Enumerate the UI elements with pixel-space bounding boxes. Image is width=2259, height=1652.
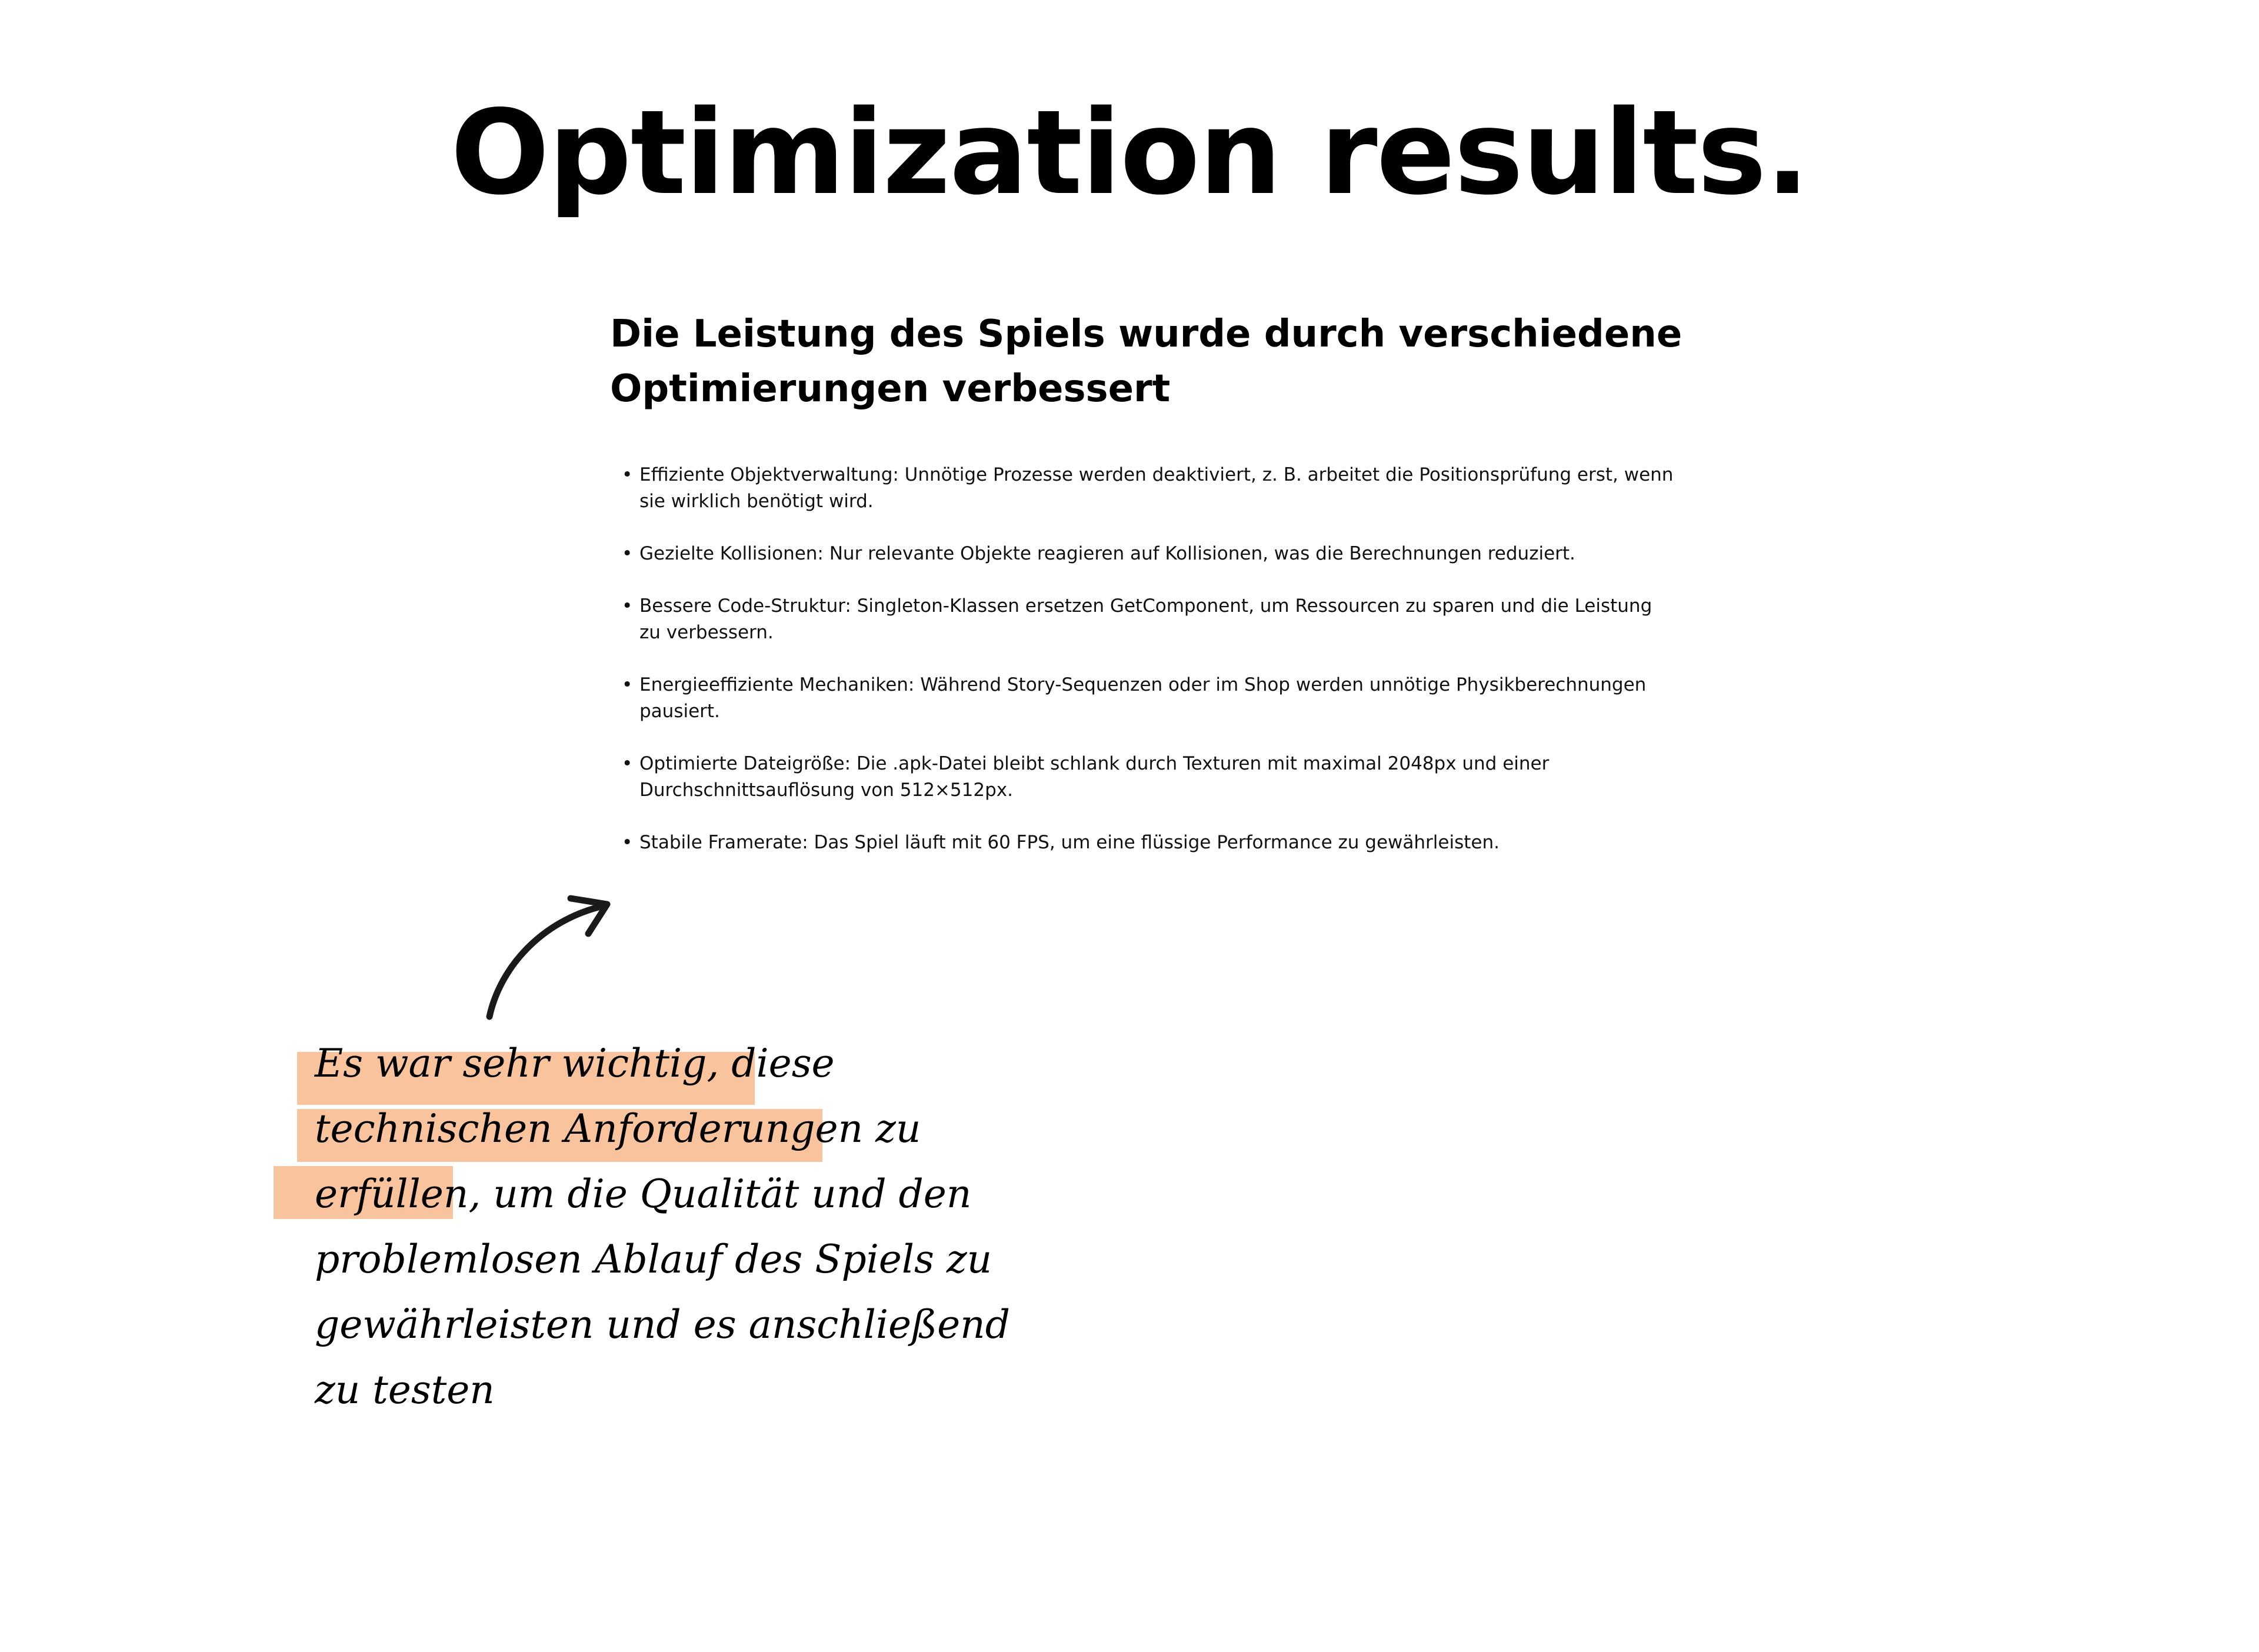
list-item-line: Optimierte Dateigröße: Die .apk-Datei bleibt schlank durch Texturen mit maximal 2048px und einer bbox=[639, 753, 1550, 774]
note-line-4: problemlosen Ablauf des Spiels zu bbox=[315, 1237, 992, 1282]
list-item-line: Stabile Framerate: Das Spiel läuft mit 60 FPS, um eine flüssige Performance zu gewährleisten. bbox=[639, 832, 1500, 853]
subtitle-line-1: Die Leistung des Spiels wurde durch verschiedene bbox=[610, 312, 1682, 356]
optimization-list bbox=[610, 462, 1698, 882]
list-item-line: Durchschnittsauflösung von 512×512px. bbox=[639, 780, 1013, 801]
list-item bbox=[610, 830, 1698, 856]
list-item bbox=[610, 672, 1698, 725]
note-line-2: technischen Anforderungen zu bbox=[315, 1106, 921, 1151]
list-item-line: Gezielte Kollisionen: Nur relevante Objekte reagieren auf Kollisionen, was die Berechnungen reduziert. bbox=[639, 543, 1575, 564]
handwritten-note bbox=[315, 1031, 1010, 1423]
list-item-line: sie wirklich benötigt wird. bbox=[639, 491, 874, 512]
slide-subtitle bbox=[610, 307, 1728, 417]
list-item bbox=[610, 751, 1698, 804]
note-line-3-rest: um die Qualität und den bbox=[481, 1171, 972, 1217]
bullet-icon: • bbox=[622, 543, 633, 564]
bullet-icon: • bbox=[622, 753, 633, 774]
bullet-icon: • bbox=[622, 464, 633, 485]
subtitle-line-2: Optimierungen verbessert bbox=[610, 367, 1171, 411]
list-item-line: Effiziente Objektverwaltung: Unnötige Prozesse werden deaktiviert, z. B. arbeitet die Positionsprüfung erst, wenn bbox=[639, 464, 1674, 485]
bullet-icon: • bbox=[622, 832, 633, 853]
note-line-5: gewährleisten und es anschließend bbox=[315, 1302, 1010, 1347]
bullet-icon: • bbox=[622, 595, 633, 617]
note-line-3-highlight: erfüllen, bbox=[315, 1171, 481, 1217]
list-item bbox=[610, 593, 1698, 646]
list-item-line: Energieeffiziente Mechaniken: Während Story-Sequenzen oder im Shop werden unnötige Physikberechnungen bbox=[639, 674, 1647, 695]
list-item-line: Bessere Code-Struktur: Singleton-Klassen ersetzen GetComponent, um Ressourcen zu sparen und die Leistung bbox=[639, 595, 1652, 617]
curved-arrow-icon bbox=[477, 891, 624, 1021]
note-line-3 bbox=[315, 1161, 972, 1227]
note-line-1: Es war sehr wichtig, diese bbox=[315, 1041, 835, 1086]
slide-title: Optimization results. bbox=[450, 85, 1809, 221]
note-line-6: zu testen bbox=[315, 1367, 495, 1413]
bullet-icon: • bbox=[622, 674, 633, 695]
list-item bbox=[610, 541, 1698, 567]
list-item bbox=[610, 462, 1698, 515]
list-item-line: zu verbessern. bbox=[639, 622, 774, 643]
list-item-line: pausiert. bbox=[639, 701, 720, 722]
